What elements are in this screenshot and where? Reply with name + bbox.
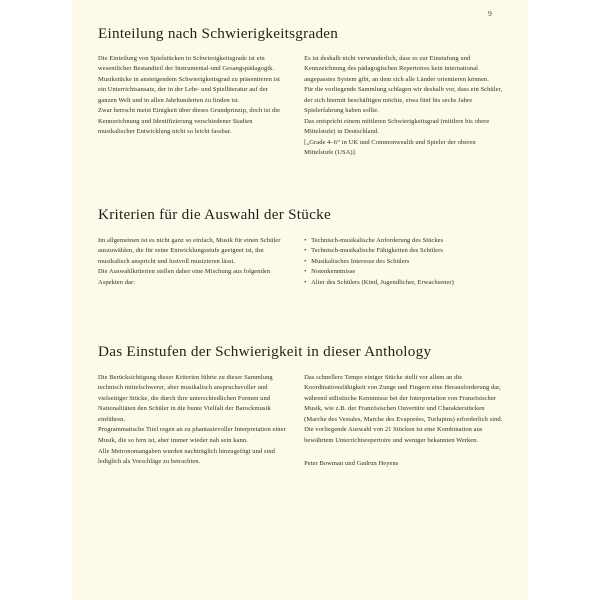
paragraph: Zwar herrscht meist Einigkeit über dieses Grundprinzip, doch ist die Kennzeichnung und Identifizierung verschiedener Stadien musikalischer Entwicklung nicht so leicht fassbar.: [98, 107, 281, 136]
list-item: • Musikalisches Interesse des Schülers: [304, 257, 504, 268]
column-right: [304, 236, 504, 289]
section-kriterien: [98, 207, 504, 288]
paragraph: Programmatische Titel regen an zu phantasievoller Interpretation einer Musik, die so fern ist, aber immer wieder nah sein kann.: [98, 426, 286, 444]
authors-signature: Peter Bowman und Gudrun Heyens: [304, 459, 399, 467]
column-right: [304, 54, 504, 159]
two-column-layout: [98, 236, 504, 289]
paragraph: Das entspricht einem mittleren Schwierigkeitsgrad (mittlere bis obere Mittelstufe) in Deutschland.: [304, 117, 490, 136]
section-einstufen: [98, 344, 504, 469]
paragraph: Alle Metronomangaben wurden nachträglich hinzugefügt und sind lediglich als Vorschläge zu betrachten.: [98, 447, 275, 466]
list-item: • Technisch-musikalische Fähigkeiten des Schülers: [304, 246, 504, 257]
paragraph: Die Einteilung von Spielstücken in Schwierigkeitsgrade ist ein wesentlicher Bestandteil der Instrumental-und Gesangspädagogik.: [98, 54, 275, 73]
paragraph: [„Grade 4–6“ in UK und Commonwealth und Spieler der oberen Mittelstufe (USA)].: [304, 138, 476, 157]
paragraph: Musikstücke in ansteigendem Schwierigkeitsgrad zu präsentieren ist ein Unterrichtsansatz, der in der Lehr- und Spielliteratur auf der ganzen Welt und in allen Jahrhunderten zu finden ist.: [98, 75, 280, 104]
column-left: [98, 373, 286, 469]
paragraph: Das schnellere Tempo einiger Stücke stellt vor allem an die Koordinationsfähigkeit von Zunge und Fingern eine Herausforderung dar, während stilistische Kenntnisse bei der Interpretation von Französischer Musik, wie z.B. der Französischen Ouvertüre und Charakterstücken (Marche des Vestales, Marche des Evaporées, Turlupins) erforderlich sind. Die vorliegende Auswahl von 21 Stücken ist eine Kombination aus bewährtem Unterrichtsrepertoire und weniger bekannten Werken.: [304, 373, 503, 444]
section-title-einteilung: Einteilung nach Schwierigkeitsgraden: [98, 25, 339, 42]
page-number: 9: [488, 9, 492, 18]
paragraph: Die Auswahlkriterien stellen daher eine Mischung aus folgenden Aspekten dar:: [98, 268, 271, 286]
criteria-list: [304, 236, 504, 289]
section-title-kriterien: Kriterien für die Auswahl der Stücke: [98, 205, 331, 223]
paragraph: Im allgemeinen ist es nicht ganz so einfach, Musik für einen Schüler auszuwählen, die für seine Entwicklungsstufe geeignet ist, ihn musikalisch anspricht und lustvoll musizieren lässt.: [98, 236, 281, 265]
document-page: [72, 0, 528, 600]
section-title-einstufen: Das Einstufen der Schwierigkeit in dieser Anthology: [98, 343, 432, 361]
paragraph: Es ist deshalb nicht verwunderlich, dass es zur Einstufung und Kennzeichnung des pädagogischen Repertoires kein international angepasstes System gibt, an dem sich alle Länder orientieren können.: [304, 54, 489, 83]
page-inner: [72, 0, 528, 600]
list-item: • Notenkenntnisse: [304, 267, 504, 278]
column-left: [98, 236, 286, 289]
column-left: [98, 54, 286, 159]
list-item: • Technisch-musikalische Anforderung des Stückes: [304, 236, 504, 247]
paragraph: Die Berücksichtigung dieser Kriterien führte zu dieser Sammlung technisch mittelschwerer, aber musikalisch anspruchsvoller und vielseitiger Stücke, die durch ihre unterschiedlichen Formen und Nationalitäten den Schüler in die bunte Vielfalt der Barockmusik einführen.: [98, 373, 273, 423]
paragraph: Für die vorliegende Sammlung schlagen wir deshalb vor, dass ein Schüler, der sich hiermit beschäftigen möchte, etwa fünf bis sechs Jahre Spielerfahrung haben sollte.: [304, 86, 503, 115]
page-content: [98, 26, 504, 469]
two-column-layout: [98, 373, 504, 469]
two-column-layout: [98, 54, 504, 159]
section-einteilung: [98, 26, 504, 159]
list-item: • Alter des Schülers (Kind, Jugendlicher, Erwachsener): [304, 278, 504, 289]
column-right: [304, 373, 504, 469]
